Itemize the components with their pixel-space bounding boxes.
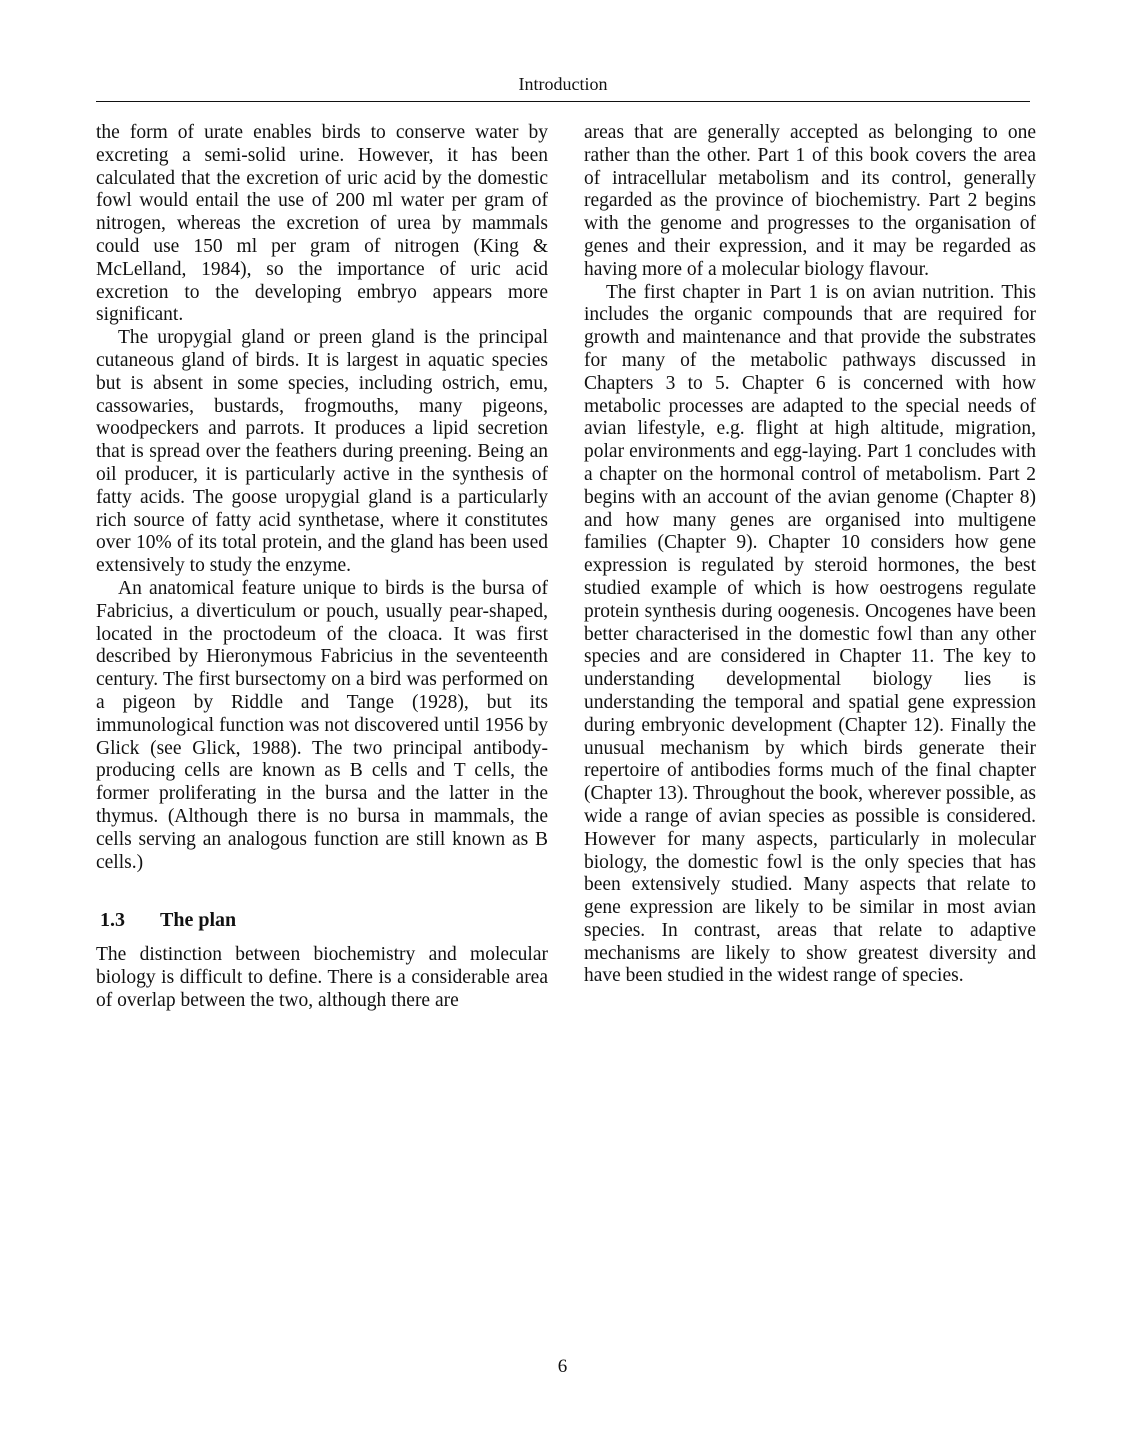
- paragraph: The distinction between biochemistry and molecular biology is difficult to define. There is a considerable area of overlap between the two, although there are: [96, 944, 548, 1011]
- section-heading: [100, 908, 548, 932]
- paragraph: the form of urate enables birds to conserve water by excreting a semi-solid urine. However, it has been calculated that the excretion of uric acid by the domestic fowl would entail the use of 200 ml water per gram of nitrogen, whereas the excretion of urea by mammals could use 150 ml per gram of nitrogen (King & McLelland, 1984), so the importance of uric acid excretion to the developing embryo appears more significant.: [96, 122, 548, 326]
- header-rule: [96, 101, 1030, 102]
- section-number: 1.3: [100, 909, 125, 932]
- right-column: [584, 122, 1036, 988]
- paragraph: The uropygial gland or preen gland is the principal cutaneous gland of birds. It is largest in aquatic species but is absent in some species, including ostrich, emu, cassowaries, bustards, frogmouths, many pigeons, woodpeckers and parrots. It produces a lipid secretion that is spread over the feathers during preening. Being an oil producer, it is particularly active in the synthesis of fatty acids. The goose uropygial gland is a particularly rich source of fatty acid synthetase, where it constitutes over 10% of its total protein, and the gland has been used extensively to study the enzyme.: [96, 327, 548, 577]
- left-column: [96, 122, 548, 1013]
- page-number: 6: [557, 1356, 568, 1377]
- paragraph: The first chapter in Part 1 is on avian nutrition. This includes the organic compounds that are required for growth and maintenance and that provide the substrates for many of the metabolic pathways discussed in Chapters 3 to 5. Chapter 6 is concerned with how metabolic processes are adapted to the special needs of avian lifestyle, e.g. flight at high altitude, migration, polar environments and egg-laying. Part 1 concludes with a chapter on the hormonal control of metabolism. Part 2 begins with an account of the avian genome (Chapter 8) and how many genes are organised into multigene families (Chapter 9). Chapter 10 considers how gene expression is regulated by steroid hormones, the best studied example of which is how oestrogens regulate protein synthesis during oogenesis. Oncogenes have been better characterised in the domestic fowl than any other species and are considered in Chapter 11. The key to understanding developmental biology lies is understanding the temporal and spatial gene expression during embryonic development (Chapter 12). Finally the unusual mechanism by which birds generate their repertoire of antibodies forms much of the final chapter (Chapter 13). Throughout the book, wherever possible, as wide a range of avian species as possible is considered. However for many aspects, particularly in molecular biology, the domestic fowl is the only species that has been extensively studied. Many aspects that relate to gene expression are likely to be similar in most avian species. In contrast, areas that relate to adaptive mechanisms are likely to show greatest diversity and have been studied in the widest range of species.: [584, 281, 1036, 987]
- paragraph: An anatomical feature unique to birds is the bursa of Fabricius, a diverticulum or pouch, usually pear-shaped, located in the proctodeum of the cloaca. It was first described by Hieronymous Fabricius in the seventeenth century. The first bursectomy on a bird was performed on a pigeon by Riddle and Tange (1928), but its immunological function was not discovered until 1956 by Glick (see Glick, 1988). The two principal antibody-producing cells are known as B cells and T cells, the former proliferating in the bursa and the latter in the thymus. (Although there is no bursa in mammals, the cells serving an analogous function are still known as B cells.): [96, 577, 548, 873]
- paragraph: areas that are generally accepted as belonging to one rather than the other. Part 1 of this book covers the area of intracellular metabolism and its control, generally regarded as the province of biochemistry. Part 2 begins with the genome and progresses to the organisation of genes and their expression, and it may be regarded as having more of a molecular biology flavour.: [584, 122, 1036, 280]
- section-title: The plan: [160, 909, 237, 932]
- running-head: Introduction: [518, 74, 608, 94]
